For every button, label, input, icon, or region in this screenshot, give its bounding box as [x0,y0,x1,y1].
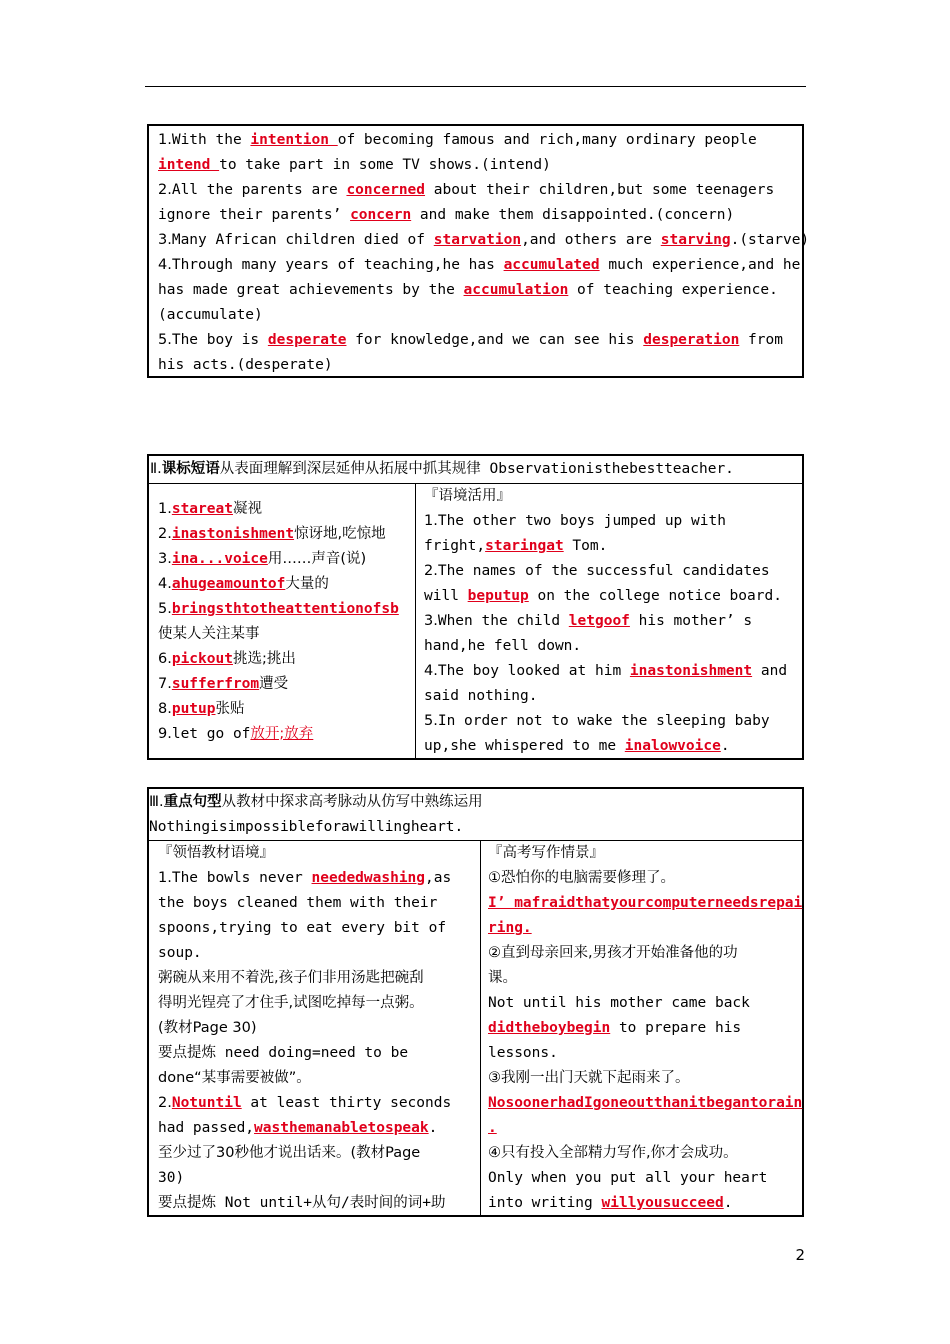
textbook-context-line [158,866,451,891]
text-segment: 4. [158,257,172,273]
text-segment: 凝视 [232,501,262,517]
answer-text: NosoonerhadIgoneoutthanitbegantorain [488,1095,803,1111]
writing-scenario-line [488,841,604,866]
answer-text: desperation [643,332,740,348]
text-segment: In order not to wake the sleeping baby [437,713,770,729]
exercise-line [158,328,783,353]
textbook-context-line [158,1091,451,1116]
text-segment: Ⅲ. [149,794,164,810]
section3-header [149,790,483,815]
context-line [424,709,770,734]
answer-text: starving [660,232,731,248]
text-segment: Observationisthebestteacher. [480,461,734,477]
text-segment: (教材Page 30) [158,1020,257,1036]
text-segment: to take part in some TV shows.(intend) [219,157,551,173]
text-segment: . [428,1120,438,1136]
answer-text: putup [171,701,216,717]
answer-text: pickout [171,651,233,667]
text-segment: 8. [158,701,172,717]
text-segment: (accumulate) [158,307,263,323]
context-line [424,659,787,684]
answer-text: desperate [267,332,347,348]
writing-scenario-line [488,1166,767,1191]
text-segment: up,she whispered to me [424,738,625,754]
textbook-context-line [158,841,274,866]
text-segment: much experience,and he [599,257,801,273]
phrase-item [158,522,386,547]
writing-scenario-line [488,1066,690,1091]
answer-text: concern [350,207,412,223]
exercise-line [158,153,551,178]
phrase-item [158,647,296,672]
writing-scenario-line [488,991,750,1016]
text-segment: Through many years of teaching,he has [171,257,504,273]
textbook-context-line [158,941,202,966]
section3-column-divider [480,840,481,1215]
answer-text: neededwashing [311,870,426,886]
context-line [424,509,726,534]
text-segment: 『语境活用』 [424,488,511,504]
answer-text: starvation [433,232,522,248]
text-segment: for knowledge,and we can see his [346,332,644,348]
section3-motto [149,815,463,840]
textbook-context-line [158,1041,408,1066]
phrase-item [158,547,366,572]
answer-text: ring. [488,920,532,936]
text-segment: 从教材中探求高考脉动从仿写中熟练运用 [221,794,483,810]
text-segment: on the college notice board. [528,588,782,604]
text-segment: Only when you put all your heart [488,1170,768,1186]
context-line [424,584,782,609]
text-segment: ②直到母亲回来,男孩才开始准备他的功 [488,945,738,961]
answer-text: concerned [346,182,426,198]
text-segment: 粥碗从来用不着洗,孩子们非用汤匙把碗刮 [158,970,424,986]
text-segment: from [739,332,783,348]
textbook-context-line [158,1116,437,1141]
answer-text: Notuntil [171,1095,242,1111]
phrase-item [158,722,313,747]
context-line [424,484,511,509]
text-segment: ④只有投入全部精力写作,你才会成功。 [488,1145,738,1161]
context-line [424,634,581,659]
text-segment: 1. [424,513,438,529]
text-segment: lessons. [488,1045,558,1061]
text-segment: Nothingisimpossibleforawillingheart. [149,819,464,835]
phrase-item [158,672,288,697]
text-segment: 2. [158,526,172,542]
phrase-item [158,697,245,722]
text-segment: ③我刚一出门天就下起雨来了。 [488,1070,690,1086]
text-segment: done“某事需要被做”。 [158,1070,311,1086]
text-segment: Ⅱ. [150,461,162,477]
text-segment: will [424,588,468,604]
text-segment: 张贴 [215,701,245,717]
text-segment: . [720,738,730,754]
text-segment: and make them disappointed.(concern) [411,207,735,223]
text-segment: With the [171,132,251,148]
text-segment: Tom. [563,538,608,554]
sentence-patterns-section-box [147,787,804,1217]
text-segment: 4. [424,663,438,679]
text-segment: The bowls never [171,870,312,886]
text-segment: Not until his mother came back [488,995,750,1011]
text-segment: 30) [158,1170,185,1186]
text-segment: 2. [424,563,438,579]
text-segment: let go of [171,726,251,742]
answer-text: inalowvoice [624,738,721,754]
answer-text: stareat [171,501,233,517]
answer-text: intend [158,157,220,173]
writing-scenario-line [488,966,517,991]
text-segment: 4. [158,576,172,592]
text-segment: The other two boys jumped up with [437,513,726,529]
text-segment: 大量的 [285,576,329,592]
textbook-context-line [158,966,424,991]
section2-column-divider [415,483,416,758]
text-segment: of teaching experience. [568,282,778,298]
text-segment: 1. [158,870,172,886]
text-segment: his acts.(desperate) [158,357,333,373]
text-segment: 用……声音(说) [267,551,367,567]
text-segment: ,and others are [521,232,661,248]
textbook-context-line [158,1016,256,1041]
context-line [424,684,538,709]
text-segment: 1. [158,132,172,148]
text-segment: his mother’ s [629,613,753,629]
exercise-line [158,128,757,153]
text-segment: 从表面理解到深层延伸从拓展中抓其规律 [219,461,481,477]
writing-scenario-line [488,891,802,916]
answer-text: intention [250,132,338,148]
text-segment: 挑选;挑出 [232,651,296,667]
text-segment: 2. [158,182,172,198]
text-segment: 7. [158,676,172,692]
text-segment: and [752,663,788,679]
text-segment: 遭受 [259,676,289,692]
textbook-context-line [158,1191,446,1216]
textbook-context-line [158,916,446,941]
page-number: 2 [795,1246,805,1264]
writing-scenario-line [488,1091,802,1116]
text-segment: 5. [158,601,172,617]
answer-text: willyousucceed [601,1195,724,1211]
text-segment: 『领悟教材语境』 [158,845,274,861]
text-segment: the boys cleaned them with their [158,895,438,911]
text-segment: about their children,but some teenagers [425,182,775,198]
context-line [424,609,752,634]
textbook-context-line [158,891,437,916]
exercise-line [158,278,778,303]
answer-text: ahugeamountof [171,576,286,592]
answer-text: inastonishment [171,526,295,542]
textbook-context-line [158,1166,184,1191]
text-segment: 课。 [488,970,517,986]
textbook-context-line [158,1066,311,1091]
header-rule [145,86,806,87]
text-segment: When the child [437,613,569,629]
text-segment: had passed, [158,1120,255,1136]
text-segment: soup. [158,945,202,961]
exercise-line [158,178,774,203]
writing-scenario-line [488,1041,558,1066]
textbook-context-line [158,1141,420,1166]
exercise-line [158,253,800,278]
answer-text: ina...voice [171,551,268,567]
text-segment: 重点句型 [163,794,222,810]
text-segment: .(starve) [730,232,810,248]
text-segment: need doing=need to be [216,1045,409,1061]
text-segment: 2. [158,1095,172,1111]
writing-scenario-line [488,941,738,966]
text-segment: has made great achievements by the [158,282,464,298]
text-segment: 至少过了30秒他才说出话来。(教材Page [158,1145,421,1161]
text-segment: at least thirty seconds [241,1095,452,1111]
text-segment: 使某人关注某事 [158,626,260,642]
answer-text: . [488,1120,497,1136]
text-segment: 『高考写作情景』 [488,845,604,861]
text-segment: 惊讶地,吃惊地 [294,526,386,542]
writing-scenario-line [488,1016,741,1041]
textbook-context-line [158,991,424,1016]
text-segment: . [723,1195,733,1211]
answer-text: accumulated [503,257,600,273]
text-segment: hand,he fell down. [424,638,582,654]
text-segment: spoons,trying to eat every bit of [158,920,447,936]
text-segment: 3. [424,613,438,629]
text-segment: 3. [158,232,172,248]
answer-text: letgoof [568,613,630,629]
text-segment: 9. [158,726,172,742]
writing-scenario-line [488,1141,738,1166]
text-segment: fright, [424,538,486,554]
text-segment: 要点提炼 [158,1195,216,1211]
phrase-item [158,497,262,522]
phrase-item [158,597,399,622]
context-line [424,559,770,584]
answer-text: I’ mafraidthatyourcomputerneedsrepai [488,895,803,911]
section2-header [150,457,734,482]
text-segment: 6. [158,651,172,667]
answer-text: 放开;放弃 [250,726,314,742]
context-line [424,534,607,559]
answer-text: bringsthtotheattentionofsb [171,601,399,617]
answer-text: accumulation [463,282,569,298]
exercise-line [158,353,333,378]
text-segment: The boy looked at him [437,663,630,679]
text-segment: 1. [158,501,172,517]
phrases-section-box [147,454,804,760]
writing-scenario-line [488,1191,732,1216]
text-segment: 课标短语 [161,461,220,477]
answer-text: wasthemanabletospeak [254,1120,429,1136]
exercise-line [158,203,734,228]
text-segment: to prepare his [610,1020,742,1036]
word-forms-exercise-box [147,124,810,378]
text-segment: Not until+从句/表时间的词+助 [216,1195,446,1211]
text-segment: ignore their parents’ [158,207,351,223]
phrase-item [158,572,329,597]
text-segment: ①恐怕你的电脑需要修理了。 [488,870,675,886]
text-segment: All the parents are [171,182,347,198]
answer-text: beputup [467,588,529,604]
text-segment: into writing [488,1195,602,1211]
text-segment: said nothing. [424,688,538,704]
answer-text: inastonishment [629,663,753,679]
text-segment: 5. [424,713,438,729]
answer-text: sufferfrom [171,676,260,692]
exercise-line [158,303,263,328]
text-segment: 3. [158,551,172,567]
exercise-line [158,228,809,253]
text-segment: The boy is [171,332,268,348]
answer-text: didtheboybegin [488,1020,611,1036]
text-segment: Many African children died of [171,232,434,248]
writing-scenario-line [488,916,532,941]
text-segment: ,as [425,870,452,886]
text-segment: The names of the successful candidates [437,563,770,579]
answer-text: staringat [485,538,564,554]
text-segment: of becoming famous and rich,many ordinary people [337,132,757,148]
context-line [424,734,730,759]
writing-scenario-line [488,1116,497,1141]
text-segment: 5. [158,332,172,348]
writing-scenario-line [488,866,675,891]
text-segment: 得明光锃亮了才住手,试图吃掉每一点粥。 [158,995,424,1011]
text-segment: 要点提炼 [158,1045,216,1061]
phrase-item [158,622,260,647]
